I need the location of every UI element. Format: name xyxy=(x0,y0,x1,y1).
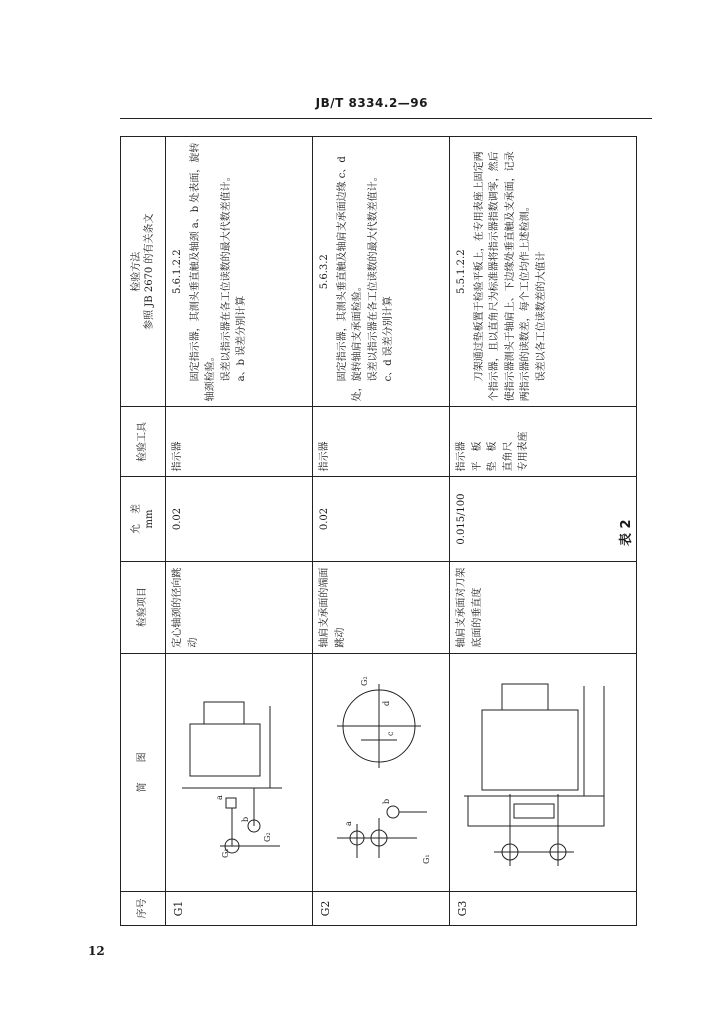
rotated-content xyxy=(120,136,640,926)
col-header-tolerance xyxy=(121,477,166,561)
table-row xyxy=(166,137,313,926)
col-header-tolerance-label: 允 差 xyxy=(131,504,142,535)
method-ref: 5.6.3.2 xyxy=(319,254,330,290)
standard-number: JB/T 8334.2—96 xyxy=(315,96,428,110)
row-item: 轴肩支承面的端面跳动 xyxy=(313,561,450,653)
tool-name: 指示器 xyxy=(319,441,330,472)
label-d: d xyxy=(382,700,391,706)
method-line: 误差以指示器在各工位读数的最大代数差值计。 xyxy=(367,171,379,382)
method-line: 刀架通过垫板置于检验平板上，在专用表座上固定两个指示器，且以直角尺为标准器将指示器指数调零，然后使指示器测头于轴肩上、下边缘处垂直触及支承面，记录两指示器的读数差，每个工位均作上述检测。 xyxy=(473,151,531,402)
method-line: 误差以各工位读数差的大值计 xyxy=(535,251,547,382)
figure-g1 xyxy=(166,653,313,891)
tool-name: 专用表座 xyxy=(518,431,529,472)
label-b: b xyxy=(382,798,391,804)
row-tools xyxy=(166,407,313,477)
label-g2: G₂ xyxy=(360,676,369,686)
col-header-tool: 检验工具 xyxy=(121,407,166,477)
method-line: c、d 误差分别计算 xyxy=(383,296,394,382)
method-line: 固定指示器，其测头垂直触及轴颈 a、b 处表面，旋转轴颈检验。 xyxy=(189,142,216,402)
label-a: a xyxy=(344,821,353,826)
header-rule xyxy=(120,118,652,119)
inspection-table xyxy=(120,136,637,926)
row-no: G2 xyxy=(313,891,450,925)
row-tolerance: 0.015/100 xyxy=(450,477,637,561)
diagram-g3 xyxy=(454,650,632,886)
col-header-method-ref: 参照 JB 2670 的有关条文 xyxy=(144,213,155,330)
figure-g3 xyxy=(450,653,637,891)
table-caption: 表 2 xyxy=(619,519,634,546)
method-line: a、b 误差分别计算 xyxy=(236,295,247,382)
tool-name: 指示器 xyxy=(172,441,183,472)
tool-name: 平 板 xyxy=(471,441,483,472)
tool-name: 指示器 xyxy=(456,441,467,472)
row-item: 定心轴颈的径向跳动 xyxy=(166,561,313,653)
col-header-tolerance-unit: mm xyxy=(144,509,155,529)
row-tolerance: 0.02 xyxy=(166,477,313,561)
row-method xyxy=(313,137,450,407)
table-row xyxy=(313,137,450,926)
row-method xyxy=(166,137,313,407)
label-g2: G₂ xyxy=(263,832,272,842)
row-item: 轴肩支承面对刀架底面的垂直度 xyxy=(450,561,637,653)
page-number: 12 xyxy=(88,944,105,958)
figure-g2 xyxy=(313,653,450,891)
row-tools xyxy=(313,407,450,477)
row-tolerance: 0.02 xyxy=(313,477,450,561)
method-line: 误差以指示器在各工位读数的最大代数差值计。 xyxy=(220,171,232,382)
method-ref: 5.5.1.2.2 xyxy=(456,249,467,294)
col-header-method-label: 检验方法 xyxy=(131,251,142,292)
rotated-table-area xyxy=(120,136,640,926)
col-header-no: 序号 xyxy=(121,891,166,925)
col-header-method xyxy=(121,137,166,407)
label-a: a xyxy=(215,795,224,800)
row-no: G1 xyxy=(166,891,313,925)
diagram-g2 xyxy=(317,650,445,886)
label-g1: G₁ xyxy=(422,854,431,864)
label-b: b xyxy=(241,816,250,822)
tool-name: 垫 板 xyxy=(487,441,498,472)
row-method xyxy=(450,137,637,407)
row-tools xyxy=(450,407,637,477)
method-line: 固定指示器，其测头垂直触及轴肩支承面边缘 c、d 处，旋转轴肩支承面检验。 xyxy=(336,156,363,402)
col-header-figure: 简 图 xyxy=(121,653,166,891)
table-header-row xyxy=(121,137,166,926)
method-ref: 5.6.1.2.2 xyxy=(172,249,183,294)
col-header-item: 检验项目 xyxy=(121,561,166,653)
row-no: G3 xyxy=(450,891,637,925)
label-g1: G₁ xyxy=(221,848,230,858)
diagram-g1 xyxy=(170,650,308,886)
label-c: c xyxy=(386,731,395,736)
table-row xyxy=(450,137,637,926)
tool-name: 直角尺 xyxy=(502,441,514,472)
